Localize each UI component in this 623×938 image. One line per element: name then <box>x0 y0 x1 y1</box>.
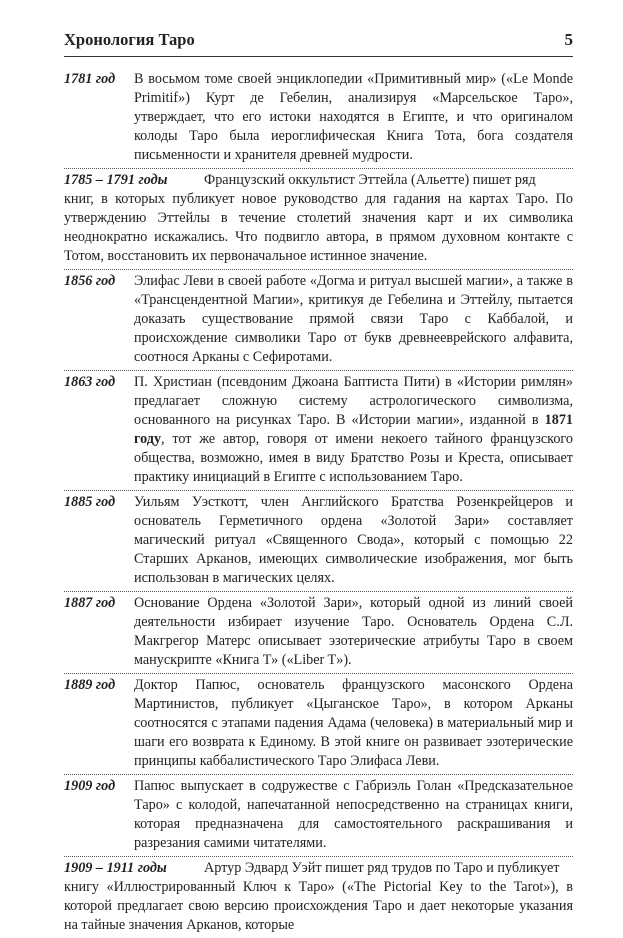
chronology-entry <box>64 491 573 592</box>
entry-bold-year: 1871 году <box>134 412 573 447</box>
entry-text-before: П. Христиан (псевдоним Джоана Баптиста Пити) в «Истории римлян» предлагает сложную систему астрологического символизма, основанного на рисунках Таро. В «Истории магии», изданной в <box>134 374 573 428</box>
entry-text: Элифас Леви в своей работе «Догма и ритуал высшей магии», а также в «Трансцендентной Магии», критикуя де Гебелина и Эттейлу, пытается доказать существование прямой связи Таро с Каббалой, и происхождение символики Таро от букв древнееврейского алфавита, соотнося Арканы с Сефиротами. <box>134 273 573 365</box>
entry-year: 1863 год <box>64 374 116 390</box>
entry-year: 1785 – 1791 годы <box>64 172 168 188</box>
chronology-entry <box>64 857 573 938</box>
chronology-entry <box>64 371 573 491</box>
entry-year: 1885 год <box>64 494 116 510</box>
entry-text-first-line: Артур Эдвард Уэйт пишет ряд трудов по Таро и публикует <box>204 860 560 876</box>
entry-text: Основание Ордена «Золотой Зари», который одной из линий своей деятельности избирает изучение Таро. Основатель Ордена С.Л. Макгрегор Матерс описывает эзотерические атрибуты Таро в своем манускрипте «Книга Т» («Liber T»). <box>134 595 573 668</box>
entry-text: Папюс выпускает в содружестве с Габриэль Голан «Предсказательное Таро» с колодой, напечатанной непосредственно на страницах книги, которая предназначена для самостоятельного раскрашивания и разрезания самими читателями. <box>134 778 573 851</box>
entry-text-continued: книг, в которых публикует новое руководство для гадания на картах Таро. По утверждению Эттейлы в течение столетий значения карт и их символика неоднократно искажались. Что подвигло автора, в прямом духовном контакте с Тотом, восстановить их первоначальное истинное значение. <box>64 191 573 264</box>
entry-text: В восьмом томе своей энциклопедии «Примитивный мир» («Le Monde Primitif») Курт де Гебелин, анализируя «Марсельское Таро», утверждает, что его истоки находятся в Египте, и что оригиналом колоды Таро была иероглифическая Книга Тота, бога создателя письменности и хранителя древней мудрости. <box>134 71 573 163</box>
chronology-entry <box>64 68 573 169</box>
entry-text: Уильям Уэсткотт, член Английского Братства Розенкрейцеров и основатель Герметичного ордена «Золотой Зари» составляет магический ритуал «Священного Свода», который с помощью 22 Старших Арканов, имеющих символические изображения, мог быть использован в магических целях. <box>134 494 573 586</box>
chronology-entry <box>64 674 573 775</box>
chronology-entry <box>64 592 573 674</box>
entry-year: 1889 год <box>64 677 116 693</box>
running-header <box>64 30 573 57</box>
entry-text-continued: книгу «Иллюстрированный Ключ к Таро» («The Pictorial Key to the Tarot»), в которой предлагает свою версию происхождения Таро и дает некоторые указания на тайные значения Арканов, которые <box>64 879 573 933</box>
entry-first-row <box>64 859 573 878</box>
header-title: Хронология Таро <box>64 30 195 49</box>
entry-year: 1856 год <box>64 273 116 289</box>
chronology-entry <box>64 775 573 857</box>
chronology-entry <box>64 270 573 371</box>
entry-text-after: , тот же автор, говоря от имени некоего тайного французского общества, возможно, имея в виду Братство Розы и Креста, описывает практику инициаций в Египте с использованием Таро. <box>134 431 573 485</box>
entry-text: Доктор Папюс, основатель французского масонского Ордена Мартинистов, публикует «Цыганское Таро», в котором Арканы соотносятся с этапами падения Адама (человека) в материальный мир и шаги его возврата к Единому. В этой книге он развивает эзотерические принципы каббалистического Таро Элифаса Леви. <box>134 677 573 769</box>
entry-year: 1887 год <box>64 595 116 611</box>
chronology-entry <box>64 169 573 270</box>
entry-year: 1909 год <box>64 778 116 794</box>
entry-text <box>134 373 573 487</box>
entry-first-row <box>64 171 573 190</box>
chronology-list <box>64 68 573 938</box>
entry-year: 1909 – 1911 годы <box>64 860 167 876</box>
page-number: 5 <box>564 30 573 49</box>
entry-text-first-line: Французский оккультист Эттейла (Альетте) пишет ряд <box>204 172 536 188</box>
entry-year: 1781 год <box>64 71 116 87</box>
